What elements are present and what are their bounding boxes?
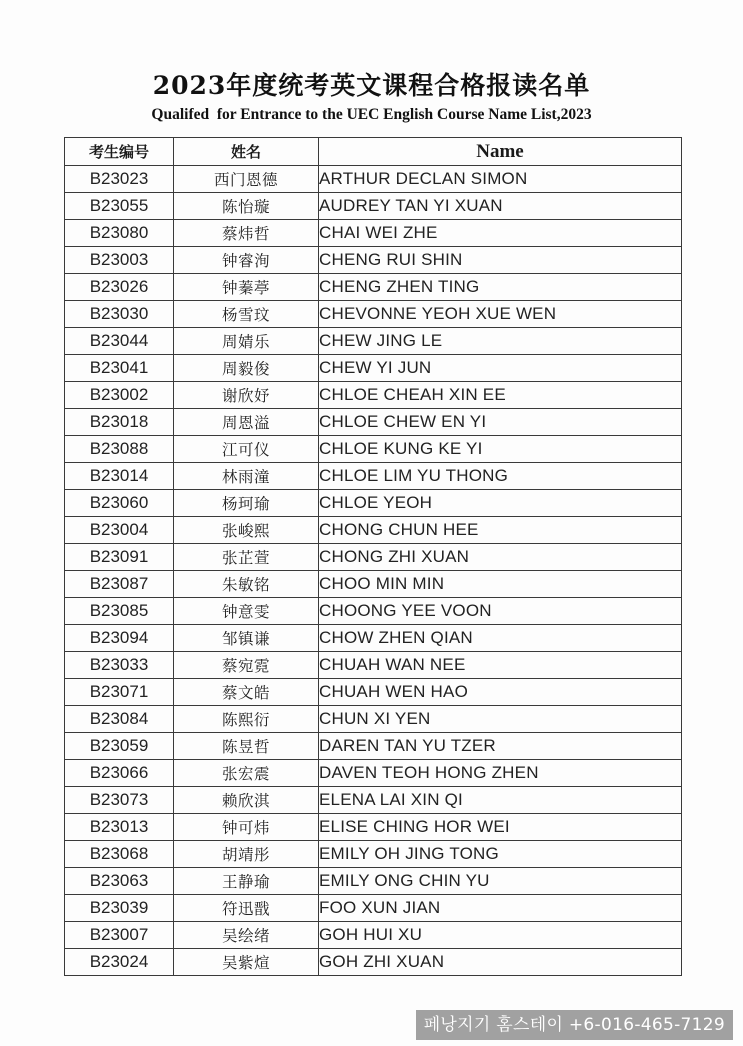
document-title-chinese: 2023年度统考英文课程合格报读名单 [152,71,591,100]
table-row [65,220,682,247]
candidate-id-cell: B23087 [65,571,174,598]
chinese-name-cell: 吴绘绪 [174,922,319,949]
candidate-id-cell: B23013 [65,814,174,841]
chinese-name-cell: 陈怡璇 [174,193,319,220]
table-row [65,949,682,976]
candidate-id-cell: B23039 [65,895,174,922]
candidate-id-cell: B23059 [65,733,174,760]
candidate-id-cell: B23023 [65,166,174,193]
candidate-id-cell: B23024 [65,949,174,976]
table-row [65,436,682,463]
candidate-id-cell: B23003 [65,247,174,274]
table-row [65,301,682,328]
english-name-cell: DAVEN TEOH HONG ZHEN [319,760,682,787]
english-name-cell: CHEW YI JUN [319,355,682,382]
table-row [65,814,682,841]
candidate-id-cell: B23071 [65,679,174,706]
candidate-id-cell: B23002 [65,382,174,409]
chinese-name-cell: 邹镇谦 [174,625,319,652]
table-row [65,355,682,382]
table-row [65,598,682,625]
column-header-name: Name [319,138,682,166]
table-row [65,247,682,274]
watermark-label: 페낭지기 홈스테이 +6-016-465-7129 [416,1010,733,1040]
table-row [65,517,682,544]
table-row [65,463,682,490]
candidate-id-cell: B23007 [65,922,174,949]
english-name-cell: CHUAH WEN HAO [319,679,682,706]
english-name-cell: ARTHUR DECLAN SIMON [319,166,682,193]
english-name-cell: EMILY ONG CHIN YU [319,868,682,895]
english-name-cell: GOH HUI XU [319,922,682,949]
english-name-cell: CHLOE CHEW EN YI [319,409,682,436]
name-list-table [64,137,682,976]
english-name-cell: EMILY OH JING TONG [319,841,682,868]
table-row [65,733,682,760]
chinese-name-cell: 西门恩德 [174,166,319,193]
chinese-name-cell: 周婧乐 [174,328,319,355]
chinese-name-cell: 吴紫煊 [174,949,319,976]
candidate-id-cell: B23084 [65,706,174,733]
table-row [65,652,682,679]
table-row [65,193,682,220]
table-row [65,679,682,706]
candidate-id-cell: B23091 [65,544,174,571]
chinese-name-cell: 符迅戬 [174,895,319,922]
english-name-cell: CHOONG YEE VOON [319,598,682,625]
candidate-id-cell: B23080 [65,220,174,247]
chinese-name-cell: 钟蓁葶 [174,274,319,301]
table-row [65,490,682,517]
candidate-id-cell: B23041 [65,355,174,382]
table-body [65,166,682,976]
table-row [65,571,682,598]
english-name-cell: GOH ZHI XUAN [319,949,682,976]
candidate-id-cell: B23088 [65,436,174,463]
chinese-name-cell: 赖欣淇 [174,787,319,814]
english-name-cell: CHENG RUI SHIN [319,247,682,274]
chinese-name-cell: 林雨潼 [174,463,319,490]
english-name-cell: AUDREY TAN YI XUAN [319,193,682,220]
chinese-name-cell: 陈熙衍 [174,706,319,733]
chinese-name-cell: 胡靖彤 [174,841,319,868]
table-row [65,895,682,922]
english-name-cell: ELISE CHING HOR WEI [319,814,682,841]
english-name-cell: CHUAH WAN NEE [319,652,682,679]
column-header-candidate-id: 考生编号 [65,138,174,166]
table-row [65,166,682,193]
english-name-cell: FOO XUN JIAN [319,895,682,922]
chinese-name-cell: 朱敏铭 [174,571,319,598]
english-name-cell: CHOO MIN MIN [319,571,682,598]
candidate-id-cell: B23085 [65,598,174,625]
chinese-name-cell: 蔡炜哲 [174,220,319,247]
english-name-cell: CHLOE KUNG KE YI [319,436,682,463]
candidate-id-cell: B23030 [65,301,174,328]
english-name-cell: CHONG CHUN HEE [319,517,682,544]
chinese-name-cell: 蔡文皓 [174,679,319,706]
chinese-name-cell: 杨珂瑜 [174,490,319,517]
document-title-english: Qualifed for Entrance to the UEC English Course Name List,2023 [151,106,592,123]
english-name-cell: ELENA LAI XIN QI [319,787,682,814]
candidate-id-cell: B23033 [65,652,174,679]
english-name-cell: CHAI WEI ZHE [319,220,682,247]
table-row [65,544,682,571]
english-name-cell: CHLOE CHEAH XIN EE [319,382,682,409]
chinese-name-cell: 钟可炜 [174,814,319,841]
table-row [65,706,682,733]
english-name-cell: CHLOE YEOH [319,490,682,517]
table-row [65,328,682,355]
chinese-name-cell: 杨雪玟 [174,301,319,328]
candidate-id-cell: B23073 [65,787,174,814]
table-row [65,922,682,949]
table-row [65,409,682,436]
candidate-id-cell: B23060 [65,490,174,517]
chinese-name-cell: 王静瑜 [174,868,319,895]
candidate-id-cell: B23066 [65,760,174,787]
english-name-cell: CHEVONNE YEOH XUE WEN [319,301,682,328]
chinese-name-cell: 周恩溢 [174,409,319,436]
table-header-row [65,138,682,166]
english-name-cell: CHLOE LIM YU THONG [319,463,682,490]
chinese-name-cell: 张宏震 [174,760,319,787]
candidate-id-cell: B23044 [65,328,174,355]
table-row [65,868,682,895]
column-header-chinese-name: 姓名 [174,138,319,166]
candidate-id-cell: B23068 [65,841,174,868]
chinese-name-cell: 钟意雯 [174,598,319,625]
candidate-id-cell: B23026 [65,274,174,301]
table-row [65,787,682,814]
chinese-name-cell: 江可仪 [174,436,319,463]
english-name-cell: CHONG ZHI XUAN [319,544,682,571]
chinese-name-cell: 谢欣妤 [174,382,319,409]
candidate-id-cell: B23063 [65,868,174,895]
candidate-id-cell: B23094 [65,625,174,652]
english-name-cell: DAREN TAN YU TZER [319,733,682,760]
chinese-name-cell: 陈昱哲 [174,733,319,760]
candidate-id-cell: B23014 [65,463,174,490]
table-row [65,382,682,409]
candidate-id-cell: B23055 [65,193,174,220]
chinese-name-cell: 张芷萱 [174,544,319,571]
candidate-id-cell: B23004 [65,517,174,544]
chinese-name-cell: 钟睿洵 [174,247,319,274]
candidate-id-cell: B23018 [65,409,174,436]
english-name-cell: CHUN XI YEN [319,706,682,733]
table-row [65,274,682,301]
chinese-name-cell: 周毅俊 [174,355,319,382]
chinese-name-cell: 张峻熙 [174,517,319,544]
table-row [65,760,682,787]
english-name-cell: CHENG ZHEN TING [319,274,682,301]
english-name-cell: CHEW JING LE [319,328,682,355]
english-name-cell: CHOW ZHEN QIAN [319,625,682,652]
table-row [65,625,682,652]
chinese-name-cell: 蔡宛霓 [174,652,319,679]
table-row [65,841,682,868]
